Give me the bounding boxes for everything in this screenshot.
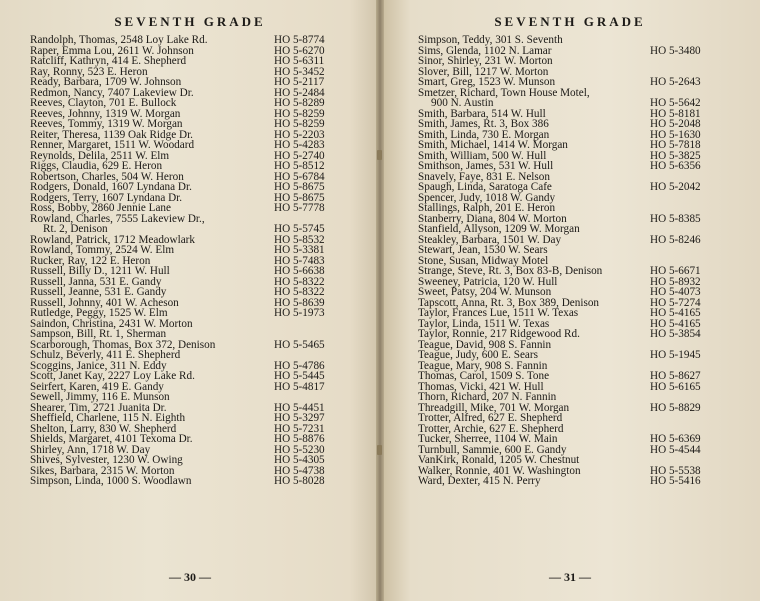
- entry-name-address: Reynolds, Delila, 2511 W. Elm: [30, 149, 170, 162]
- entry-phone: HO 5-8322: [274, 275, 325, 288]
- entry-name-address: Ready, Barbara, 1709 W. Johnson: [30, 76, 182, 88]
- entry-name-address: Rowland, Patrick, 1712 Meadowlark: [30, 233, 195, 246]
- entry-name-address: Shearer, Tim, 2721 Juanita Dr.: [30, 401, 167, 414]
- directory-entry: [30, 161, 375, 172]
- entry-name-address: Rt. 2, Denison: [43, 223, 108, 235]
- directory-entry: [418, 434, 753, 445]
- entry-name-address: Simpson, Linda, 1000 S. Woodlawn: [30, 475, 192, 487]
- entry-name-address: Stone, Susan, Midway Motel: [418, 254, 549, 267]
- binding-gutter: [376, 0, 384, 601]
- directory-entry: [30, 266, 375, 277]
- directory-entry: [418, 140, 753, 151]
- entry-name-address: Spencer, Judy, 1018 W. Gandy: [418, 191, 556, 204]
- entry-name-address: Simpson, Teddy, 301 S. Seventh: [418, 34, 563, 46]
- entry-name-address: Stallings, Ralph, 201 E. Heron: [418, 202, 556, 214]
- entry-name-address: Riggs, Claudia, 629 E. Heron: [30, 160, 163, 172]
- directory-entry: [30, 35, 375, 46]
- entry-phone: HO 5-4544: [650, 443, 701, 456]
- entry-name-address: Walker, Ronnie, 401 W. Washington: [418, 464, 581, 477]
- entry-phone: HO 5-5465: [274, 338, 325, 351]
- directory-entry: [30, 119, 375, 130]
- entry-name-address: Shields, Margaret, 4101 Texoma Dr.: [30, 433, 193, 445]
- entry-name-address: Smith, Barbara, 514 W. Hull: [418, 107, 546, 120]
- entry-name-address: Randolph, Thomas, 2548 Loy Lake Rd.: [30, 34, 208, 46]
- entry-name-address: Rucker, Ray, 122 E. Heron: [30, 254, 151, 267]
- entry-name-address: Taylor, Linda, 1511 W. Texas: [418, 317, 550, 330]
- entry-phone: HO 5-6638: [274, 265, 325, 277]
- directory-entry: [418, 476, 753, 487]
- directory-entry: [418, 350, 753, 361]
- entry-name-address: Renner, Margaret, 1511 W. Woodard: [30, 139, 195, 151]
- directory-entry: [418, 203, 753, 214]
- entry-phone: HO 5-7818: [650, 139, 701, 151]
- directory-entry: [418, 161, 753, 172]
- entry-name-address: Rodgers, Donald, 1607 Lyndana Dr.: [30, 181, 192, 193]
- entry-phone: HO 5-8774: [274, 34, 325, 46]
- directory-entry: [418, 329, 753, 340]
- entry-phone: HO 5-7483: [274, 254, 325, 267]
- entry-name-address: Slover, Bill, 1217 W. Morton: [418, 65, 549, 78]
- entry-phone: HO 5-8289: [274, 97, 325, 109]
- entry-name-address: Thomas, Vicki, 421 W. Hull: [418, 380, 544, 393]
- entry-name-address: Stewart, Jean, 1530 W. Sears: [418, 244, 548, 256]
- entry-phone: HO 5-8181: [650, 107, 701, 120]
- entry-name-address: Sweet, Patsy, 204 W. Munson: [418, 286, 552, 298]
- left-page-number: — 30 —: [169, 570, 211, 584]
- entry-phone: HO 5-4073: [650, 286, 701, 298]
- entry-name-address: Ward, Dexter, 415 N. Perry: [418, 475, 541, 487]
- entry-phone: HO 5-2740: [274, 149, 325, 162]
- entry-phone: HO 5-3480: [650, 44, 701, 57]
- entry-name-address: Russell, Johnny, 401 W. Acheson: [30, 296, 179, 309]
- entry-phone: HO 5-1945: [650, 349, 701, 361]
- entry-phone: HO 5-6671: [650, 265, 701, 277]
- entry-name-address: Robertson, Charles, 504 W. Heron: [30, 170, 184, 183]
- entry-phone: HO 5-6165: [650, 380, 701, 393]
- right-page-heading: SEVENTH GRADE: [494, 14, 646, 29]
- entry-name-address: Sinor, Shirley, 231 W. Morton: [418, 55, 553, 67]
- entry-phone: HO 5-4451: [274, 401, 325, 414]
- entry-name-address: Sampson, Bill, Rt. 1, Sherman: [30, 328, 167, 340]
- entry-name-address: Ray, Ronny, 523 E. Heron: [30, 65, 148, 78]
- directory-entry: [30, 287, 375, 298]
- entry-name-address: Ratcliff, Kathryn, 414 E. Shepherd: [30, 55, 187, 67]
- entry-name-address: Strange, Steve, Rt. 3, Box 83-B, Denison: [418, 265, 603, 277]
- entry-name-address: Smithson, James, 531 W. Hull: [418, 160, 554, 172]
- entry-name-address: Turnbull, Sammie, 600 E. Gandy: [418, 443, 567, 456]
- entry-name-address: Taylor, Ronnie, 217 Ridgewood Rd.: [418, 328, 580, 340]
- entry-phone: HO 5-5416: [650, 475, 701, 487]
- entry-phone: HO 5-8532: [274, 233, 325, 246]
- directory-entry: [418, 56, 753, 67]
- entry-name-address: Reiter, Theresa, 1139 Oak Ridge Dr.: [30, 128, 193, 141]
- directory-entry: [418, 182, 753, 193]
- entry-name-address: Smith, James, Rt. 3, Box 386: [418, 118, 549, 130]
- entry-phone: HO 5-2203: [274, 128, 325, 141]
- entry-name-address: Shives, Sylvester, 1230 W. Owing: [30, 454, 183, 466]
- directory-entry: [30, 434, 375, 445]
- directory-entry: [30, 140, 375, 151]
- entry-name-address: Redmon, Nancy, 7407 Lakeview Dr.: [30, 86, 194, 99]
- entry-name-address: Rowland, Charles, 7555 Lakeview Dr.,: [30, 212, 205, 225]
- entry-name-address: VanKirk, Ronald, 1205 W. Chestnut: [418, 454, 580, 466]
- entry-phone: HO 5-8385: [650, 212, 701, 225]
- entry-phone: HO 5-3825: [650, 149, 701, 162]
- right-page: [380, 0, 760, 601]
- directory-entry: [30, 476, 375, 487]
- entry-name-address: Trotter, Alfred, 627 E. Shepherd: [418, 412, 563, 424]
- entry-phone: HO 5-8259: [274, 107, 325, 120]
- entry-name-address: Taylor, Frances Lue, 1511 W. Texas: [418, 307, 579, 319]
- entry-name-address: Sewell, Jimmy, 116 E. Munson: [30, 391, 170, 403]
- entry-phone: HO 5-8322: [274, 286, 325, 298]
- entry-name-address: Spaugh, Linda, Saratoga Cafe: [418, 181, 552, 193]
- entry-phone: HO 5-1973: [274, 307, 325, 319]
- entry-name-address: Snavely, Faye, 831 E. Nelson: [418, 170, 550, 183]
- entry-phone: HO 5-8246: [650, 233, 701, 246]
- directory-entry: [30, 77, 375, 88]
- entry-name-address: Smart, Greg, 1523 W. Munson: [418, 76, 556, 88]
- entry-name-address: Ross, Bobby, 2860 Jennie Lane: [30, 202, 171, 214]
- entry-name-address: Rodgers, Terry, 1607 Lyndana Dr.: [30, 191, 183, 204]
- entry-phone: HO 5-8675: [274, 191, 325, 204]
- directory-entry: [418, 308, 753, 319]
- entry-name-address: Schulz, Beverly, 411 E. Shepherd: [30, 349, 181, 361]
- entry-phone: HO 5-6356: [650, 160, 701, 172]
- directory-entry: [30, 308, 375, 319]
- directory-entry: [30, 56, 375, 67]
- entry-name-address: Tapscott, Anna, Rt. 3, Box 389, Denison: [418, 296, 600, 309]
- entry-name-address: Reeves, Tommy, 1319 W. Morgan: [30, 118, 183, 130]
- entry-phone: HO 5-8932: [650, 275, 701, 288]
- directory-entry: [418, 35, 753, 46]
- entry-phone: HO 5-3452: [274, 65, 325, 78]
- directory-entry: [418, 392, 753, 403]
- entry-phone: HO 5-4283: [274, 139, 325, 151]
- entry-name-address: Threadgill, Mike, 701 W. Morgan: [418, 401, 570, 414]
- entry-name-address: 900 N. Austin: [431, 97, 494, 109]
- entry-phone: HO 5-5642: [650, 97, 701, 109]
- directory-entry: [30, 182, 375, 193]
- directory-entry: [30, 245, 375, 256]
- directory-entry: [30, 413, 375, 424]
- binding-staple: [377, 445, 382, 455]
- entry-phone: HO 5-8639: [274, 296, 325, 309]
- directory-entry: [30, 455, 375, 466]
- entry-name-address: Teague, David, 908 S. Fannin: [418, 338, 552, 351]
- entry-name-address: Sheffield, Charlene, 115 N. Eighth: [30, 412, 186, 424]
- entry-name-address: Russell, Billy D., 1211 W. Hull: [30, 265, 170, 277]
- entry-phone: HO 5-6311: [274, 55, 325, 67]
- entry-name-address: Teague, Mary, 908 S. Fannin: [418, 359, 548, 372]
- entry-phone: HO 5-5230: [274, 443, 325, 456]
- entry-name-address: Reeves, Clayton, 701 E. Bullock: [30, 97, 177, 109]
- entry-name-address: Steakley, Barbara, 1501 W. Day: [418, 233, 562, 246]
- entry-phone: HO 5-8512: [274, 160, 325, 172]
- entry-phone: HO 5-5445: [274, 370, 325, 382]
- entry-phone: HO 5-6270: [274, 44, 325, 57]
- entry-name-address: Saindon, Christina, 2431 W. Morton: [30, 317, 193, 330]
- entry-phone: HO 5-8627: [650, 370, 701, 382]
- entry-name-address: Shelton, Larry, 830 W. Shepherd: [30, 422, 177, 435]
- directory-entry: [418, 413, 753, 424]
- entry-phone: HO 5-7231: [274, 422, 325, 435]
- entry-name-address: Sims, Glenda, 1102 N. Lamar: [418, 44, 552, 57]
- directory-entry: [30, 371, 375, 382]
- entry-phone: HO 5-2643: [650, 76, 701, 88]
- entry-name-address: Rowland, Tommy, 2524 W. Elm: [30, 244, 175, 256]
- entry-phone: HO 5-6784: [274, 170, 325, 183]
- directory-entry: [418, 287, 753, 298]
- entry-phone: HO 5-2117: [274, 76, 325, 88]
- right-directory-list: [418, 35, 753, 487]
- entry-name-address: Seirfert, Karen, 419 E. Gandy: [30, 380, 164, 393]
- entry-phone: HO 5-4165: [650, 317, 701, 330]
- left-page-heading: SEVENTH GRADE: [114, 14, 266, 29]
- directory-entry: [418, 455, 753, 466]
- entry-phone: HO 5-5745: [274, 223, 325, 235]
- entry-name-address: Smetzer, Richard, Town House Motel,: [418, 86, 590, 99]
- entry-name-address: Smith, Linda, 730 E. Morgan: [418, 128, 550, 141]
- entry-name-address: Russell, Janna, 531 E. Gandy: [30, 275, 162, 288]
- entry-phone: HO 5-4817: [274, 380, 325, 393]
- directory-entry: [418, 77, 753, 88]
- entry-name-address: Scarborough, Thomas, Box 372, Denison: [30, 338, 216, 351]
- entry-phone: HO 5-8876: [274, 433, 325, 445]
- entry-phone: HO 5-1630: [650, 128, 701, 141]
- entry-name-address: Stanberry, Diana, 804 W. Morton: [418, 212, 567, 225]
- entry-name-address: Raper, Emma Lou, 2611 W. Johnson: [30, 44, 194, 57]
- entry-name-address: Smith, William, 500 W. Hull: [418, 149, 547, 162]
- entry-phone: HO 5-3381: [274, 244, 325, 256]
- entry-name-address: Teague, Judy, 600 E. Sears: [418, 349, 538, 361]
- entry-phone: HO 5-4165: [650, 307, 701, 319]
- entry-name-address: Stanfield, Allyson, 1209 W. Morgan: [418, 223, 580, 235]
- entry-name-address: Sweeney, Patricia, 120 W. Hull: [418, 275, 558, 288]
- entry-name-address: Trotter, Archie, 627 E. Shepherd: [418, 422, 564, 435]
- entry-phone: HO 5-4738: [274, 464, 325, 477]
- entry-phone: HO 5-2484: [274, 86, 325, 99]
- right-page-number: — 31 —: [549, 570, 591, 584]
- entry-phone: HO 5-2048: [650, 118, 701, 130]
- entry-phone: HO 5-7274: [650, 296, 701, 309]
- binding-staple: [377, 150, 382, 160]
- directory-entry: [30, 329, 375, 340]
- directory-entry: [418, 245, 753, 256]
- directory-entry: [418, 266, 753, 277]
- directory-entry-continuation: [418, 98, 753, 109]
- entry-name-address: Reeves, Johnny, 1319 W. Morgan: [30, 107, 181, 120]
- entry-name-address: Shirley, Ann, 1718 W. Day: [30, 443, 151, 456]
- entry-phone: HO 5-3297: [274, 412, 325, 424]
- entry-phone: HO 5-6369: [650, 433, 701, 445]
- entry-phone: HO 5-8259: [274, 118, 325, 130]
- directory-entry-continuation: [30, 224, 375, 235]
- entry-phone: HO 5-2042: [650, 181, 701, 193]
- entry-phone: HO 5-4786: [274, 359, 325, 372]
- directory-entry: [30, 392, 375, 403]
- entry-name-address: Sikes, Barbara, 2315 W. Morton: [30, 464, 175, 477]
- entry-phone: HO 5-3854: [650, 328, 701, 340]
- entry-name-address: Smith, Michael, 1414 W. Morgan: [418, 139, 568, 151]
- directory-entry: [418, 119, 753, 130]
- entry-name-address: Rutledge, Peggy, 1525 W. Elm: [30, 307, 168, 319]
- directory-entry: [418, 371, 753, 382]
- directory-entry: [30, 98, 375, 109]
- entry-phone: HO 5-8028: [274, 475, 325, 487]
- entry-phone: HO 5-5538: [650, 464, 701, 477]
- entry-phone: HO 5-4305: [274, 454, 325, 466]
- directory-entry: [30, 203, 375, 214]
- entry-name-address: Tucker, Sherree, 1104 W. Main: [418, 433, 558, 445]
- left-directory-list: [30, 35, 375, 487]
- entry-name-address: Russell, Jeanne, 531 E. Gandy: [30, 286, 167, 298]
- entry-name-address: Thorn, Richard, 207 N. Fannin: [418, 391, 557, 403]
- entry-name-address: Scoggins, Janice, 311 N. Eddy: [30, 359, 167, 372]
- entry-phone: HO 5-8829: [650, 401, 701, 414]
- entry-name-address: Thomas, Carol, 1509 S. Tone: [418, 370, 550, 382]
- entry-phone: HO 5-8675: [274, 181, 325, 193]
- entry-name-address: Scott, Janet Kay, 2227 Loy Lake Rd.: [30, 370, 195, 382]
- directory-entry: [30, 350, 375, 361]
- entry-phone: HO 5-7778: [274, 202, 325, 214]
- directory-entry: [418, 224, 753, 235]
